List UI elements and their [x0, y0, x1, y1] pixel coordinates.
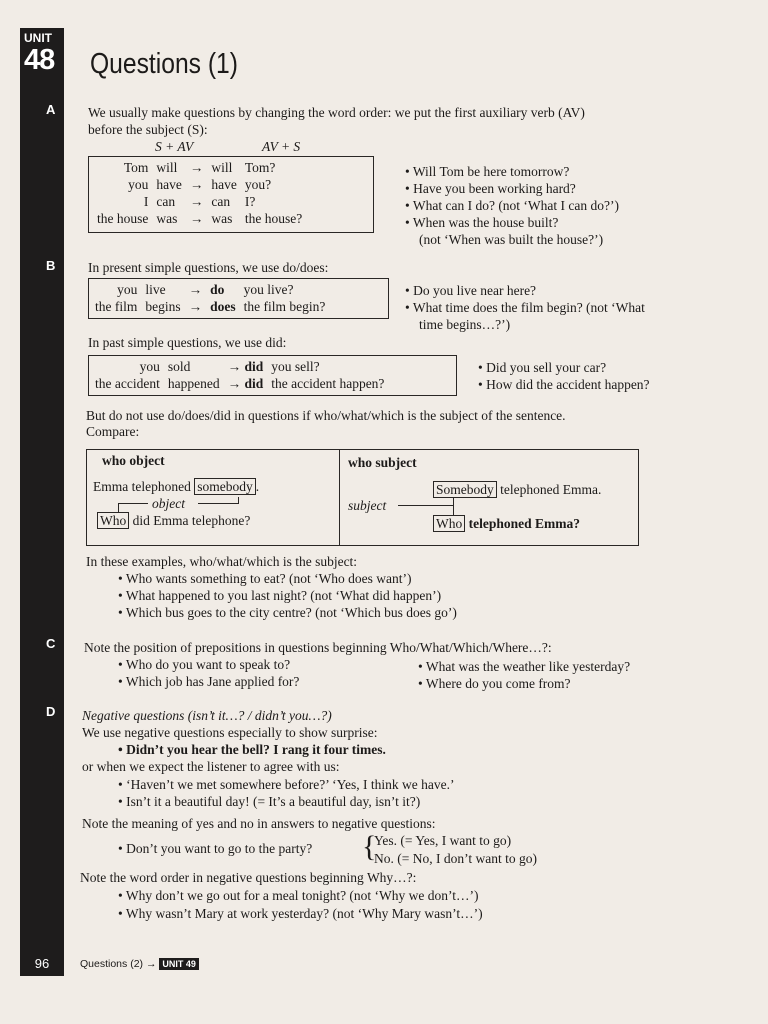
list-item	[405, 214, 619, 231]
table-cell: you	[117, 282, 138, 297]
bullet-icon: •	[478, 377, 487, 392]
table-cell: have	[211, 177, 237, 192]
bullet-d-2-text: ‘Haven’t we met somewhere before?’ ‘Yes, I think we have.’	[126, 777, 455, 792]
section-d-use: We use negative questions especially to show surprise:	[82, 725, 378, 740]
table-cell: →	[188, 282, 203, 297]
answer-yes: Yes. (= Yes, I want to go)	[374, 833, 512, 848]
bullet-list-a	[405, 163, 619, 248]
bullet-d-party: • Don’t you want to go to the party?	[118, 841, 313, 856]
list-item-text: Where do you come from?	[425, 676, 571, 691]
list-item	[118, 604, 457, 621]
subject-example	[433, 481, 601, 498]
list-item	[405, 163, 619, 180]
bullet-icon: •	[118, 605, 126, 620]
table-row	[91, 358, 388, 375]
list-item-text: Which bus goes to the city centre? (not ‘Which bus does go’)	[125, 605, 457, 620]
list-item-text: How did the accident happen?	[486, 377, 650, 392]
list-item-text: What was the weather like yesterday?	[425, 659, 631, 674]
but-note-line2: Compare:	[86, 424, 140, 439]
but-note-line1: But do not use do/does/did in questions if who/what/which is the subject of the sentence.	[86, 408, 566, 423]
table-cell: the house?	[244, 211, 303, 226]
section-d-why: Note the word order in negative questions beginning Why…?:	[80, 870, 417, 885]
object-who-box: Who	[97, 512, 129, 529]
bullet-icon: •	[418, 659, 426, 674]
table-cell: you	[128, 177, 149, 192]
bullet-icon: •	[405, 198, 413, 213]
word-order-table-b2	[88, 355, 457, 396]
section-a-intro-line1: We usually make questions by changing the word order: we put the first auxiliary verb (AV)	[88, 105, 585, 120]
table-cell: sold	[167, 359, 191, 374]
table-row	[91, 281, 329, 298]
list-item-text: What happened to you last night? (not ‘What did happen’)	[125, 588, 442, 603]
table-cell: → did	[227, 376, 264, 391]
bullet-icon: •	[405, 300, 413, 315]
bullet-a-continuation: (not ‘When was built the house?’)	[419, 232, 604, 247]
bullet-icon: •	[418, 676, 426, 691]
table-cell: Tom?	[244, 160, 276, 175]
table-header-s-av: S + AV	[155, 139, 194, 154]
list-item	[405, 299, 645, 316]
object-example	[93, 478, 259, 495]
table-cell: does	[210, 299, 236, 314]
table-cell: the accident happen?	[271, 376, 385, 391]
bullet-icon: •	[118, 657, 126, 672]
table-cell: the film begin?	[243, 299, 326, 314]
table-cell: the house	[97, 211, 149, 226]
bullet-icon: •	[118, 571, 126, 586]
page-title: Questions (1)	[90, 48, 238, 80]
list-item	[405, 197, 619, 214]
object-question-text: did Emma telephone?	[132, 513, 251, 528]
table-cell: will	[156, 160, 178, 175]
subject-question-text: telephoned Emma?	[468, 516, 580, 531]
list-item	[118, 570, 457, 587]
table-cell: was	[211, 211, 233, 226]
bullet-icon: •	[405, 215, 413, 230]
subject-boxed-word: Somebody	[433, 481, 497, 498]
bullet-icon: •	[478, 360, 487, 375]
list-item-text: Will Tom be here tomorrow?	[412, 164, 570, 179]
list-item	[118, 587, 457, 604]
list-item-text: What time does the film begin? (not ‘What	[412, 300, 645, 315]
section-d-heading: Negative questions (isn’t it…? / didn’t you…?)	[82, 708, 332, 723]
list-item-text: Did you sell your car?	[486, 360, 607, 375]
bullet-icon: •	[118, 674, 126, 689]
table-cell: can	[156, 194, 176, 209]
who-subject-heading	[348, 454, 417, 471]
brace-icon: {	[362, 830, 377, 863]
table-cell: will	[211, 160, 233, 175]
section-b-intro1: In present simple questions, we use do/does:	[88, 260, 329, 275]
table-cell: I?	[244, 194, 256, 209]
section-a-intro-line2: before the subject (S):	[88, 122, 208, 137]
bullet-icon: •	[118, 588, 126, 603]
list-item-text: Who wants something to eat? (not ‘Who does want’)	[125, 571, 412, 586]
list-item	[405, 180, 619, 197]
who-object-heading	[102, 452, 165, 469]
bullet-d-1: • Didn’t you hear the bell? I rang it four times.	[118, 742, 386, 757]
list-item	[478, 376, 650, 393]
list-item-text: Which job has Jane applied for?	[125, 674, 300, 689]
list-item-text: When was the house built?	[412, 215, 559, 230]
bullet-d-2: • ‘Haven’t we met somewhere before?’ ‘Yes, I think we have.’	[118, 777, 455, 792]
list-item-text: Do you live near here?	[413, 283, 537, 298]
bullet-d-4-text: Why don’t we go out for a meal tonight? (not ‘Why we don’t…’)	[125, 888, 479, 903]
table-row	[93, 210, 306, 227]
bullet-d-party-text: Don’t you want to go to the party?	[126, 841, 313, 856]
bullet-list-b2	[478, 359, 650, 393]
bullet-d-4: • Why don’t we go out for a meal tonight? (not ‘Why we don’t…’)	[118, 888, 479, 903]
subject-connector	[398, 505, 453, 506]
unit-number: 48	[24, 44, 55, 76]
table-row	[93, 176, 306, 193]
page-number: 96	[34, 956, 50, 971]
table-cell: happened	[167, 376, 220, 391]
bullet-list-b3	[118, 570, 457, 621]
bullet-list-c-right	[418, 658, 630, 692]
subject-connector-vertical	[453, 497, 454, 515]
subject-who-box: Who	[433, 515, 465, 532]
table-row	[91, 298, 329, 315]
object-connector-right	[198, 503, 238, 504]
word-order-table-a	[88, 156, 374, 233]
section-b-intro2: In past simple questions, we use did:	[88, 335, 287, 350]
list-item	[118, 656, 299, 673]
list-item-text: Who do you want to speak to?	[125, 657, 291, 672]
object-label: object	[152, 496, 185, 511]
unit-sidebar	[20, 28, 64, 976]
unit-label: UNIT	[24, 31, 52, 45]
table-cell: was	[156, 211, 178, 226]
table-cell: you?	[244, 177, 272, 192]
table-cell: → did	[227, 359, 264, 374]
answer-no: No. (= No, I don’t want to go)	[374, 851, 537, 866]
object-example-period: .	[255, 479, 260, 494]
table-cell: →	[189, 177, 204, 192]
bullet-d-5: • Why wasn’t Mary at work yesterday? (not ‘Why Mary wasn’t…’)	[118, 906, 483, 921]
table-row	[91, 375, 388, 392]
compare-divider	[339, 449, 340, 545]
object-connector-up	[238, 497, 239, 504]
section-c-note: Note the position of prepositions in questions beginning Who/What/Which/Where…?:	[84, 640, 552, 655]
table-cell: →	[189, 160, 204, 175]
table-cell: you live?	[243, 282, 294, 297]
bullet-d-1-text: Didn’t you hear the bell? I rang it four times.	[126, 742, 386, 757]
subject-question	[433, 515, 580, 532]
subject-example-text: telephoned Emma.	[500, 482, 602, 497]
table-cell: live	[145, 282, 166, 297]
table-cell: do	[210, 282, 225, 297]
list-item	[405, 282, 645, 299]
table-row	[93, 193, 306, 210]
table-cell: begins	[145, 299, 181, 314]
table-cell: →	[189, 211, 204, 226]
list-item	[418, 658, 630, 675]
table-row	[93, 159, 306, 176]
bullet-list-b1	[405, 282, 645, 333]
subject-label: subject	[348, 498, 387, 513]
section-marker-d: D	[46, 704, 56, 719]
footer-unit-badge[interactable]: UNIT 49	[159, 958, 199, 970]
object-boxed-word: somebody	[194, 478, 256, 495]
bullet-d-5-text: Why wasn’t Mary at work yesterday? (not ‘Why Mary wasn’t…’)	[125, 906, 483, 921]
bullet-icon: •	[405, 164, 413, 179]
bullet-b1-continuation: time begins…?’)	[419, 317, 511, 332]
list-item-text: What can I do? (not ‘What I can do?’)	[412, 198, 620, 213]
table-cell: →	[188, 299, 203, 314]
table-cell: →	[189, 194, 204, 209]
list-item-text: Have you been working hard?	[413, 181, 576, 196]
list-item	[478, 359, 650, 376]
bullet-d-3-text: Isn’t it a beautiful day! (= It’s a beautiful day, isn’t it?)	[126, 794, 421, 809]
table-cell: I	[143, 194, 149, 209]
table-cell: Tom	[123, 160, 149, 175]
table-cell: the film	[95, 299, 138, 314]
bullet-list-c-left	[118, 656, 299, 690]
table-cell: you sell?	[271, 359, 320, 374]
table-cell: can	[211, 194, 231, 209]
who-object-label: who object	[102, 453, 165, 468]
bullet-icon: •	[405, 181, 414, 196]
table-header-av-s: AV + S	[262, 139, 301, 154]
table-cell: have	[156, 177, 182, 192]
object-question	[97, 512, 250, 529]
bullet-icon: •	[405, 283, 414, 298]
bullet-d-3: • Isn’t it a beautiful day! (= It’s a beautiful day, isn’t it?)	[118, 794, 421, 809]
section-marker-b: B	[46, 258, 56, 273]
these-examples-note: In these examples, who/what/which is the subject:	[86, 554, 358, 569]
who-subject-label: who subject	[348, 455, 417, 470]
footer-link[interactable]	[80, 958, 199, 970]
word-order-table-b1	[88, 278, 389, 319]
list-item	[418, 675, 630, 692]
section-marker-c: C	[46, 636, 56, 651]
table-cell: you	[139, 359, 160, 374]
list-item	[118, 673, 299, 690]
object-connector-left	[118, 503, 148, 504]
object-example-text: Emma telephoned	[93, 479, 191, 494]
section-d-or: or when we expect the listener to agree with us:	[82, 759, 340, 774]
footer-link-text[interactable]: Questions (2) →	[80, 958, 157, 970]
table-cell: the accident	[95, 376, 160, 391]
section-d-meaning: Note the meaning of yes and no in answers to negative questions:	[82, 816, 436, 831]
section-marker-a: A	[46, 102, 56, 117]
